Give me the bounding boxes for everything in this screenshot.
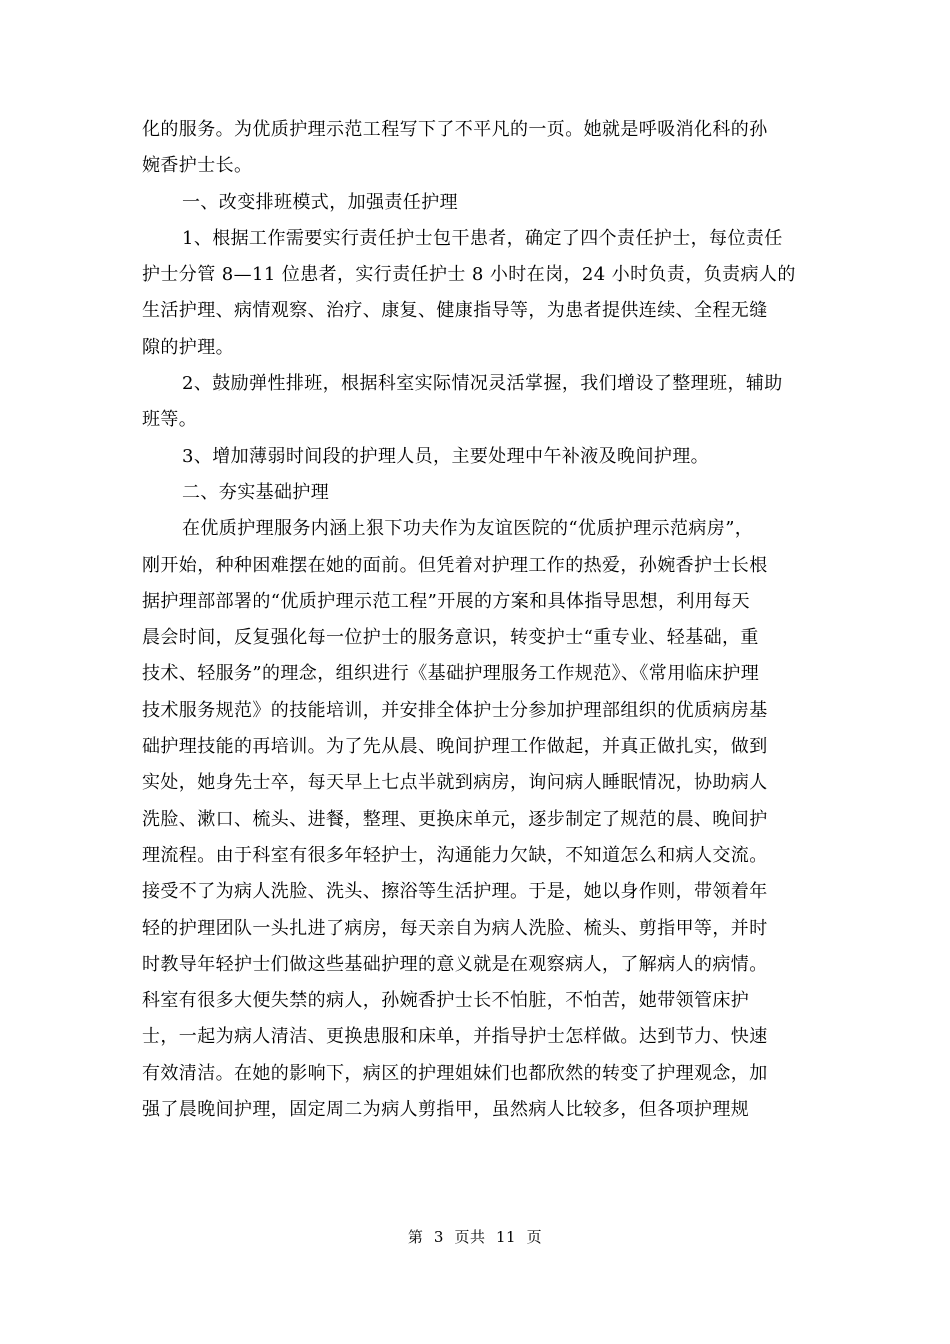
text-line: 2、鼓励弹性排班，根据科室实际情况灵活掌握，我们增设了整理班，辅助 xyxy=(182,373,783,395)
page-number-footer: 第 3 页共 11 页 xyxy=(407,1228,543,1246)
text-line: 刚开始，种种困难摆在她的面前。但凭着对护理工作的热爱，孙婉香护士长根 xyxy=(142,554,768,576)
text-line: 础护理技能的再培训。为了先从晨、晚间护理工作做起，并真正做扎实，做到 xyxy=(142,736,768,758)
text-line: 有效清洁。在她的影响下，病区的护理姐妹们也都欣然的转变了护理观念，加 xyxy=(142,1062,768,1084)
text-line: 化的服务。为优质护理示范工程写下了不平凡的一页。她就是呼吸消化科的孙 xyxy=(142,119,768,140)
text-line: 技术服务规范》的技能培训，并安排全体护士分参加护理部组织的优质病房基 xyxy=(142,699,768,721)
text-line: 护士分管 8—11 位患者，实行责任护士 8 小时在岗，24 小时负责，负责病人的 xyxy=(142,264,796,286)
text-line: 一、改变排班模式，加强责任护理 xyxy=(182,191,458,213)
text-line: 时教导年轻护士们做这些基础护理的意义就是在观察病人，了解病人的病情。 xyxy=(142,953,768,975)
text-line: 生活护理、病情观察、治疗、康复、健康指导等，为患者提供连续、全程无缝 xyxy=(142,300,768,322)
text-line: 3、增加薄弱时间段的护理人员，主要处理中午补液及晚间护理。 xyxy=(182,445,710,467)
text-line: 轻的护理团队一头扎进了病房，每天亲自为病人洗脸、梳头、剪指甲等，并时 xyxy=(142,917,768,939)
text-line: 技术、轻服务”的理念，组织进行《基础护理服务工作规范》、《常用临床护理 xyxy=(142,663,760,685)
text-line: 在优质护理服务内涵上狠下功夫作为友谊医院的“优质护理示范病房”， xyxy=(182,518,754,540)
document-body xyxy=(142,112,808,1128)
text-line: 班等。 xyxy=(142,409,198,431)
text-line: 科室有很多大便失禁的病人，孙婉香护士长不怕脏，不怕苦，她带领管床护 xyxy=(142,990,750,1012)
text-line: 1、根据工作需要实行责任护士包干患者，确定了四个责任护士，每位责任 xyxy=(182,227,783,249)
text-line: 实处，她身先士卒，每天早上七点半就到病房，询问病人睡眠情况，协助病人 xyxy=(142,772,768,794)
text-line: 晨会时间，反复强化每一位护士的服务意识，转变护士“重专业、轻基础，重 xyxy=(142,627,759,649)
text-line: 婉香护士长。 xyxy=(142,155,253,177)
text-line: 强了晨晚间护理，固定周二为病人剪指甲，虽然病人比较多，但各项护理规 xyxy=(142,1099,750,1121)
text-line: 接受不了为病人洗脸、洗头、擦浴等生活护理。于是，她以身作则，带领着年 xyxy=(142,881,768,903)
text-line: 二、夯实基础护理 xyxy=(182,481,330,503)
text-line: 隙的护理。 xyxy=(142,336,234,358)
text-line: 据护理部部署的“优质护理示范工程”开展的方案和具体指导思想，利用每天 xyxy=(142,590,751,612)
text-line: 理流程。由于科室有很多年轻护士，沟通能力欠缺，不知道怎么和病人交流。 xyxy=(142,844,768,866)
text-line: 士，一起为病人清洁、更换患服和床单，并指导护士怎样做。达到节力、快速 xyxy=(142,1026,768,1048)
text-line: 洗脸、漱口、梳头、进餐，整理、更换床单元，逐步制定了规范的晨、晚间护 xyxy=(142,808,768,830)
